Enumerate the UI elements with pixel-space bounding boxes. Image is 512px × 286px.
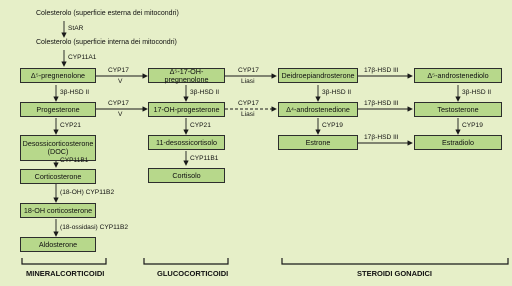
testosterone-box: Testosterone — [414, 102, 502, 117]
doc-box: Desossicorticosterone (DOC) — [20, 135, 96, 161]
category-gonadal-steroids: STEROIDI GONADICI — [357, 269, 433, 278]
androstenedione-box: Δ⁴-androstenedione — [278, 102, 358, 117]
cyp11b2-hydroxylase-label: (18-OH) CYP11B2 — [60, 189, 115, 196]
star-label: StAR — [68, 25, 84, 32]
cholesterol-inner-label: Colesterolo (superficie interna dei mitocondri) — [36, 39, 177, 46]
cyp17-label-a: CYP17 — [108, 67, 129, 74]
cyp11b2-oxidase-label: (18-ossidasi) CYP11B2 — [60, 224, 129, 231]
estrone-box: Estrone — [278, 135, 358, 150]
oh-corticosterone-box: 18-OH corticosterone — [20, 203, 96, 218]
aldosterone-box: Aldosterone — [20, 237, 96, 252]
estradiol-box: Estradiolo — [414, 135, 502, 150]
bracket-gonad — [282, 258, 508, 264]
category-glucocorticoids: GLUCOCORTICOIDI — [157, 269, 229, 278]
liasi-label-a: Liasi — [241, 78, 255, 85]
cortisol-box: Cortisolo — [148, 168, 225, 183]
cyp19-label-a: CYP19 — [322, 122, 343, 129]
cyp11a1-label: CYP11A1 — [68, 54, 97, 61]
hsd-label-androstenediol: 3β-HSD II — [462, 89, 492, 96]
hsd-label-dhea: 3β-HSD II — [322, 89, 352, 96]
progesterone-box: Progesterone — [20, 102, 96, 117]
pregnenolone-box: Δ⁵-pregnenolone — [20, 68, 96, 83]
ohpregnenolone-box: Δ⁵-17-OH-pregnenolone — [148, 68, 225, 83]
hsd17-label-b: 17β-HSD III — [364, 100, 399, 107]
cholesterol-outer-label: Colesterolo (superficie esterna dei mitocondri) — [36, 10, 179, 17]
cyp17-label-b: CYP17 — [108, 100, 129, 107]
hsd17-label-a: 17β-HSD III — [364, 67, 399, 74]
hsd-label-mineral: 3β-HSD II — [60, 89, 90, 96]
cyp19-label-b: CYP19 — [462, 122, 483, 129]
cyp11b1-label-gluco: CYP11B1 — [190, 155, 219, 162]
v-label-b: V — [118, 111, 123, 118]
corticosterone-box: Corticosterone — [20, 169, 96, 184]
category-mineralocorticoids: MINERALCORTICOIDI — [26, 269, 105, 278]
cyp11b1-label-mineral: CYP11B1 — [60, 157, 89, 164]
cyp17-label-c: CYP17 — [238, 67, 259, 74]
deoxycortisol-box: 11-desossicortisolo — [148, 135, 225, 150]
androstenediol-box: Δ⁵-androstenediolo — [414, 68, 502, 83]
hsd17-label-c: 17β-HSD III — [364, 134, 399, 141]
ohprogesterone-box: 17-OH-progesterone — [148, 102, 225, 117]
hsd-label-gluco: 3β-HSD II — [190, 89, 220, 96]
dhea-box: Deidroepiandrosterone — [278, 68, 358, 83]
bracket-mineral — [22, 258, 106, 264]
liasi-label-b: Liasi — [241, 111, 255, 118]
cyp21-label-gluco: CYP21 — [190, 122, 211, 129]
cyp17-label-d: CYP17 — [238, 100, 259, 107]
v-label-a: V — [118, 78, 123, 85]
cyp21-label-mineral: CYP21 — [60, 122, 81, 129]
bracket-gluco — [144, 258, 228, 264]
